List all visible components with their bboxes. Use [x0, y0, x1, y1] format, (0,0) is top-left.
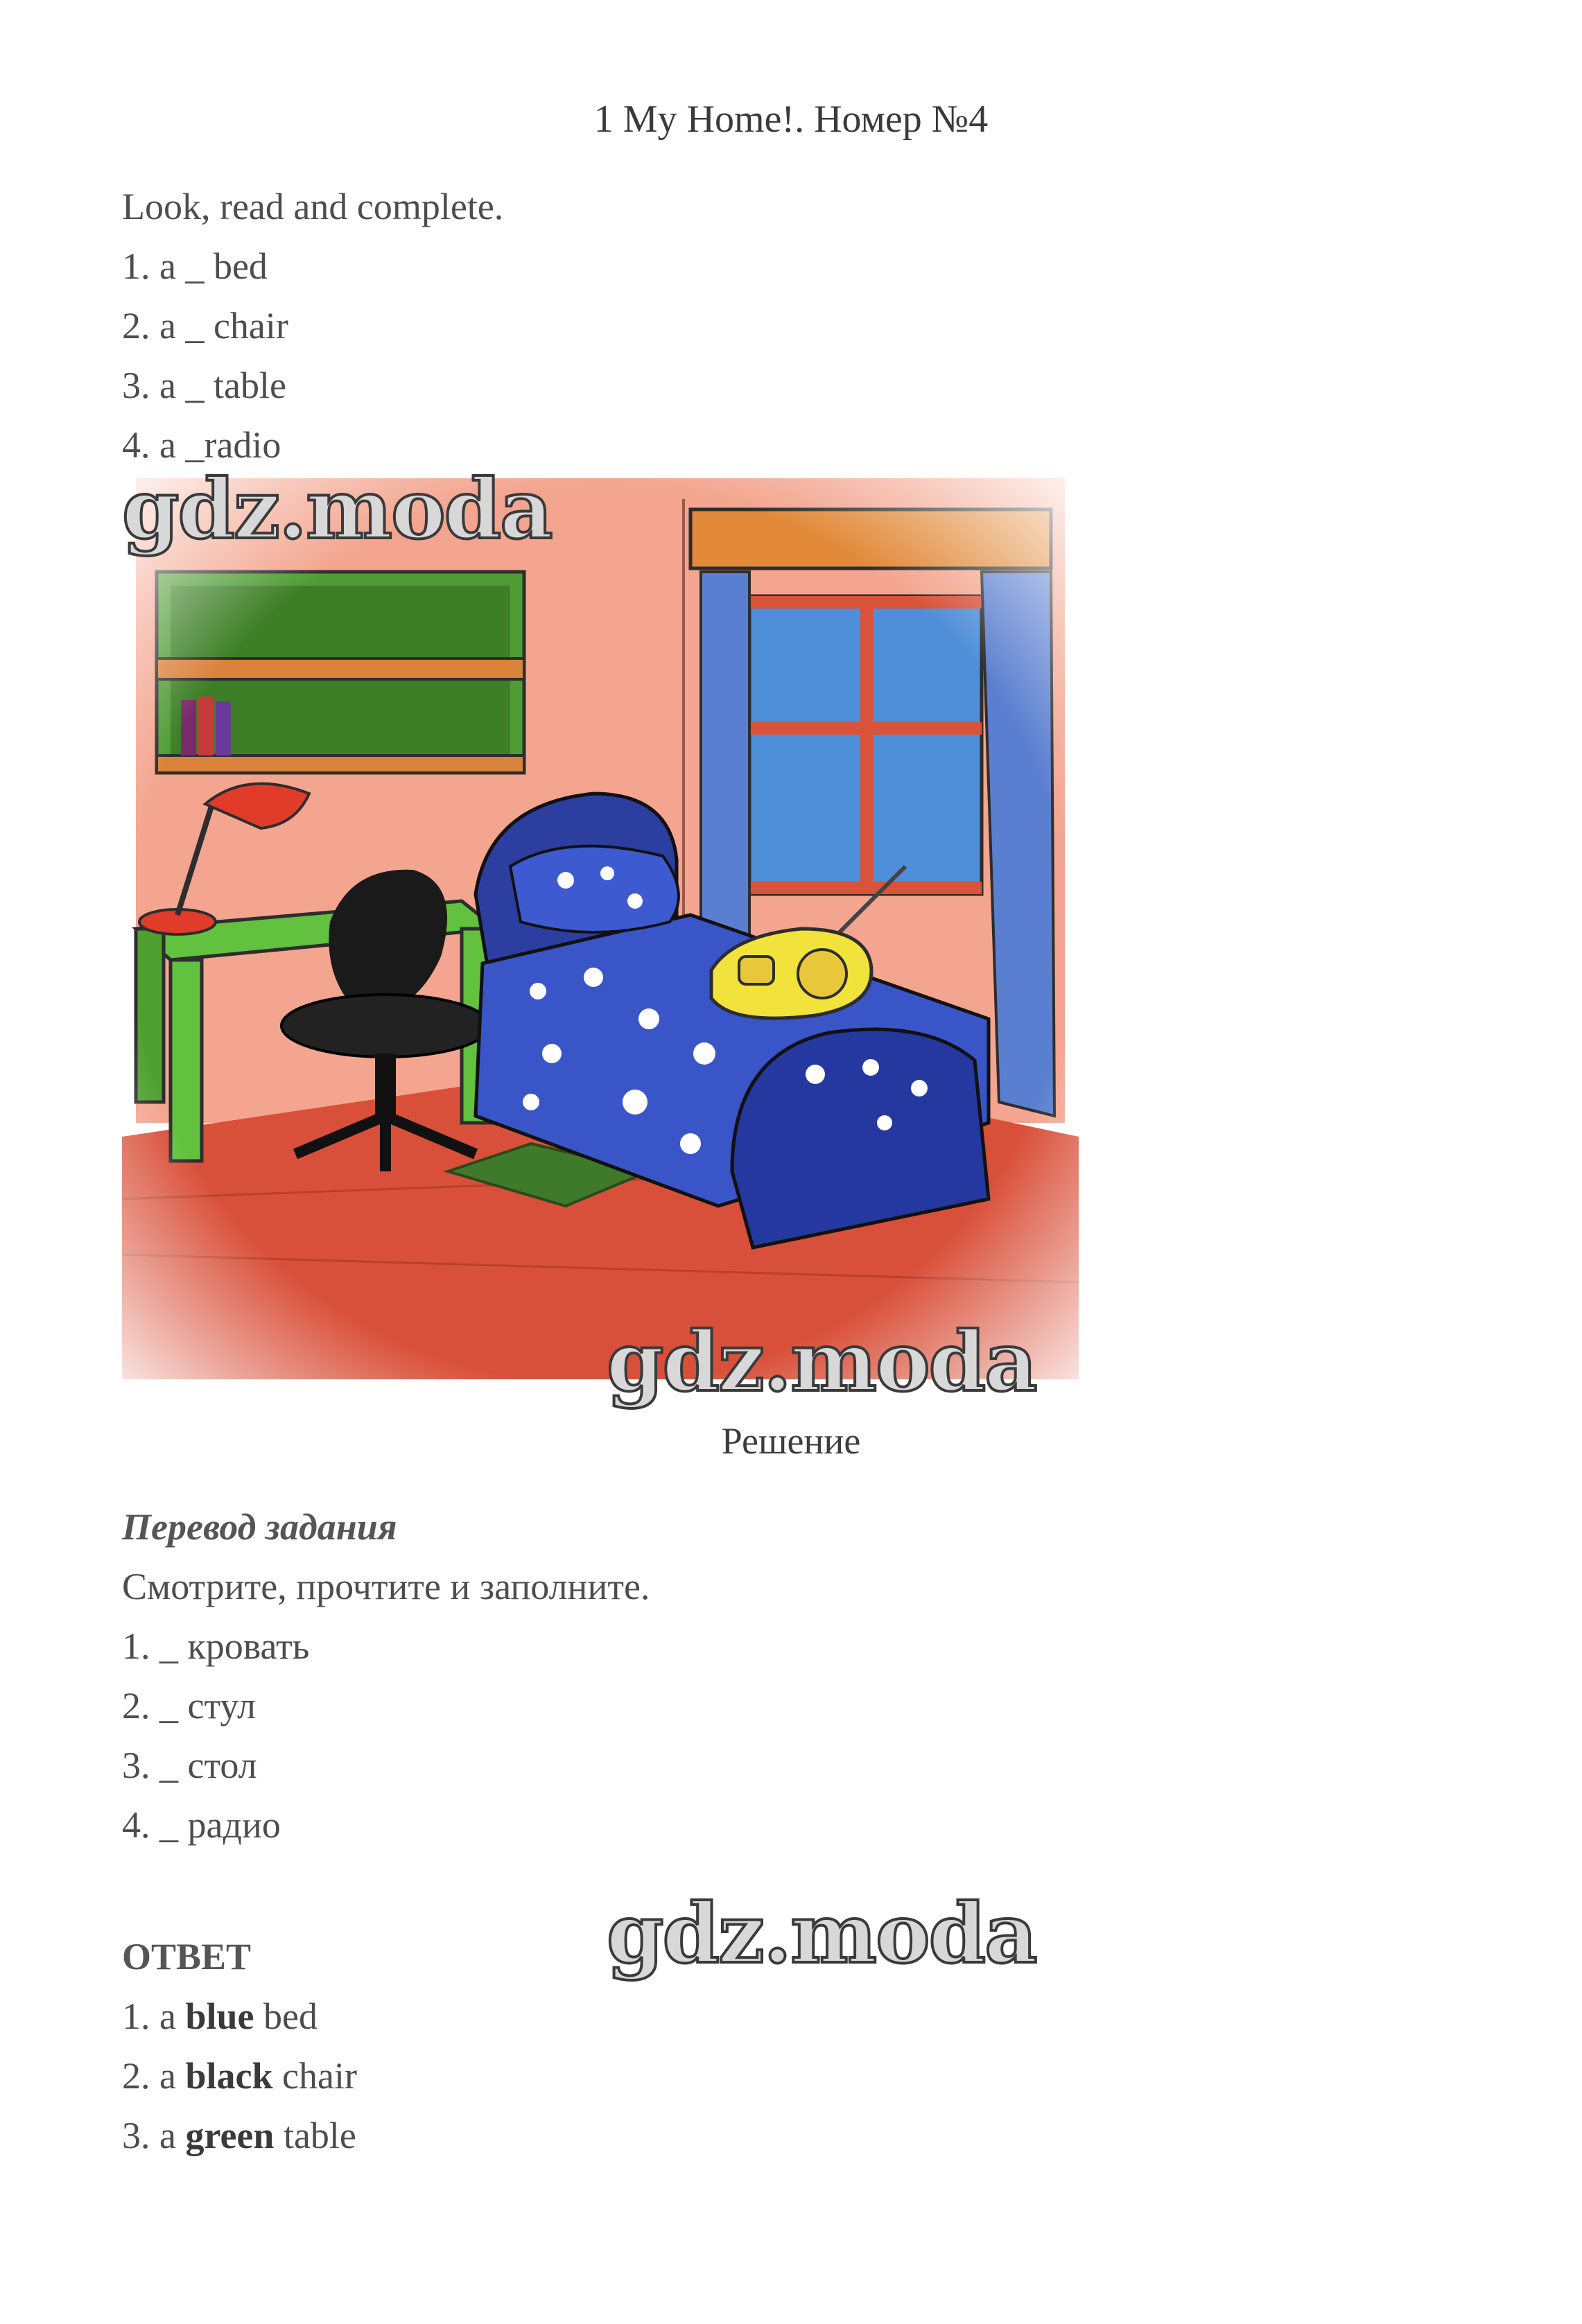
watermark-top: gdz.moda [122, 461, 552, 557]
page-title: 1 My Home!. Номер №4 [593, 98, 989, 141]
translation-item-3: 3. _ стол [122, 1745, 257, 1786]
translation-item-4: 4. _ радио [122, 1804, 281, 1846]
answer-word: blue [185, 1995, 254, 2037]
answer-prefix: 2. a [122, 2055, 186, 2097]
translation-item-2: 2. _ стул [122, 1685, 256, 1727]
answer-prefix: 1. a [122, 1995, 186, 2037]
bedroom-illustration [122, 478, 1079, 1393]
answer-item-2 [122, 2053, 357, 2099]
task-item-4: 4. a _radio [122, 424, 281, 466]
answer-prefix: 3. a [122, 2115, 186, 2156]
answer-suffix: bed [254, 1995, 318, 2037]
task-item-2: 2. a _ chair [122, 305, 288, 347]
solution-label: Решение [721, 1420, 861, 1462]
translation-heading: Перевод задания [122, 1506, 397, 1548]
answer-item-1 [122, 1993, 318, 2039]
task-instruction: Look, read and complete. [122, 186, 504, 227]
answer-heading: ОТВЕТ [122, 1936, 252, 1977]
answer-item-3 [122, 2113, 356, 2158]
answer-suffix: table [274, 2115, 356, 2156]
answer-suffix: chair [272, 2055, 357, 2097]
translation-item-1: 1. _ кровать [122, 1625, 310, 1667]
answer-word: green [185, 2115, 275, 2156]
task-item-1: 1. a _ bed [122, 245, 268, 287]
answer-word: black [185, 2055, 273, 2097]
translation-instruction: Смотрите, прочтите и заполните. [122, 1566, 650, 1607]
task-item-3: 3. a _ table [122, 365, 286, 406]
watermark-bottom: gdz.moda [607, 1885, 1036, 1982]
watermark-middle: gdz.moda [607, 1313, 1036, 1410]
